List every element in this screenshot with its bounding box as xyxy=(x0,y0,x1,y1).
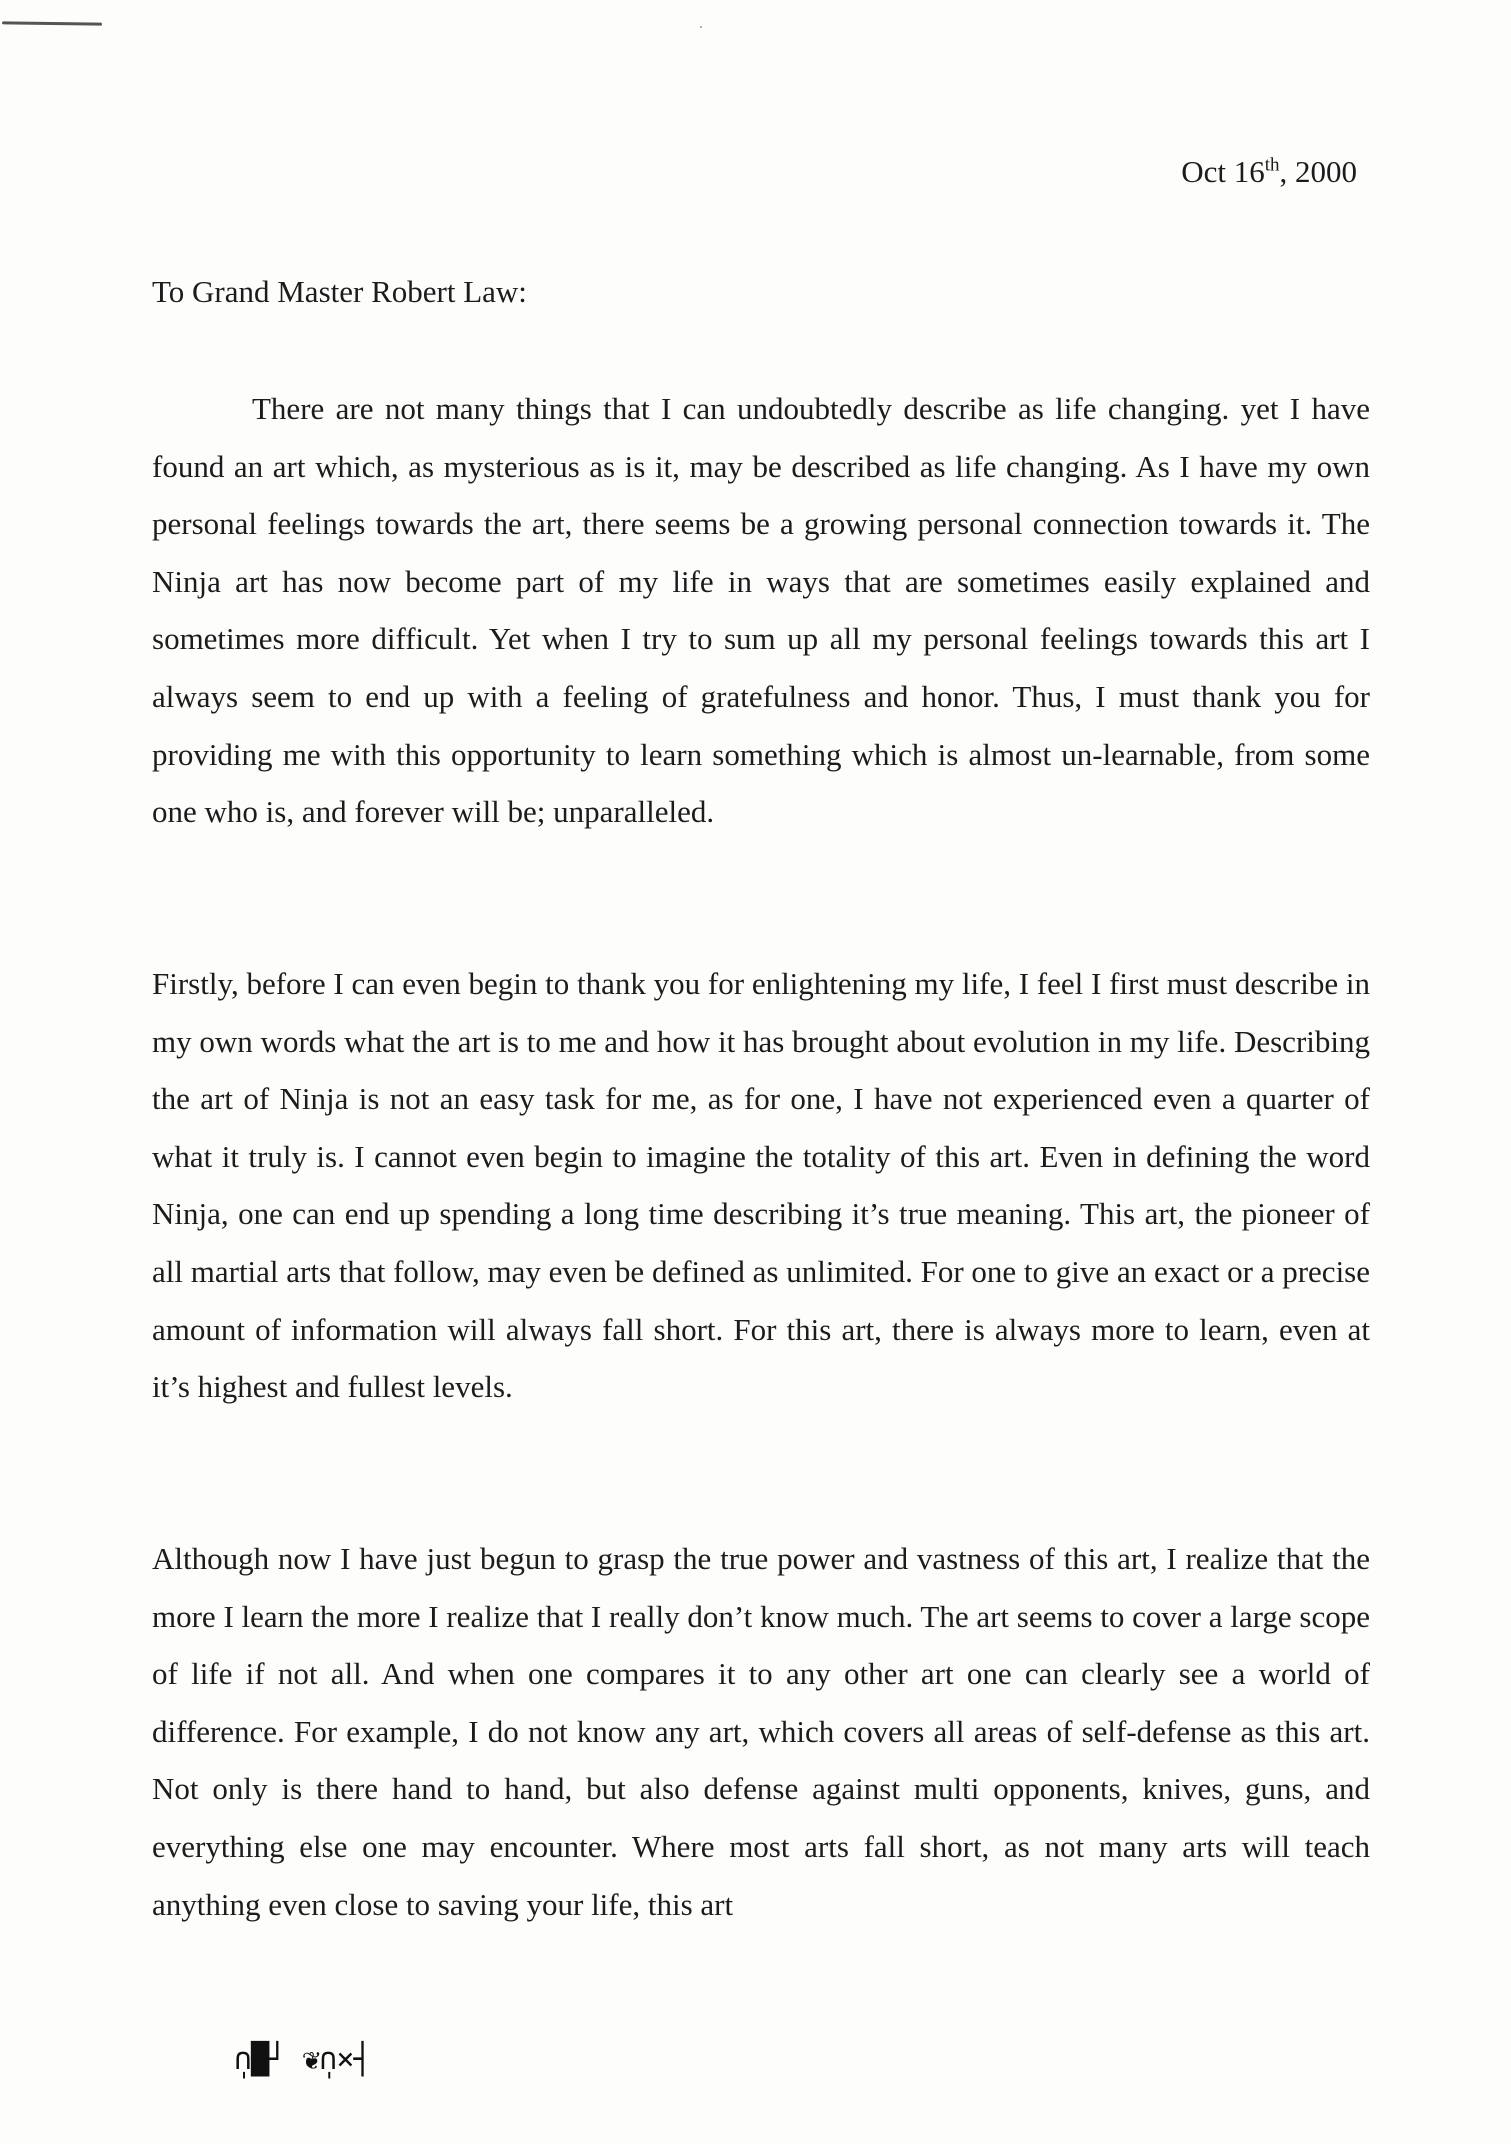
scan-artifact-line xyxy=(2,21,102,25)
date-day: 16 xyxy=(1233,154,1265,189)
footer-symbol-code: ̩∩█┘ ❦̩∩×┤ xyxy=(235,2042,371,2077)
salutation: To Grand Master Robert Law: xyxy=(152,274,527,309)
body-paragraph-2: Firstly, before I can even begin to thank you for enlightening my life, I feel I first must describe in my own words what the art is to me and how it has brought about evolution in my life. Describing the art of Ninja is not an easy task for me, as for one, I have not experienced even a quarter of what it truly is. I cannot even begin to imagine the totality of this art. Even in defining the word Ninja, one can end up spending a long time describing it’s true meaning. This art, the pioneer of all martial arts that follow, may even be defined as unlimited. For one to give an exact or a precise amount of information will always fall short. For this art, there is always more to learn, even at it’s highest and fullest levels. xyxy=(152,966,1370,1405)
date-day-suffix: th xyxy=(1264,154,1280,176)
body-paragraph-3: Although now I have just begun to grasp the true power and vastness of this art, I realize that the more I learn the more I realize that I really don’t know much. The art seems to cover a large scope of life if not all. And when one compares it to any other art one can clearly see a world of difference. For example, I do not know any art, which covers all areas of self-defense as this art. Not only is there hand to hand, but also defense against multi opponents, knives, guns, and everything else one may encounter. Where most arts fall short, as not many arts will teach anything even close to saving your life, this art xyxy=(152,1541,1370,1922)
scan-artifact-speck xyxy=(700,26,702,28)
date-year: , 2000 xyxy=(1279,154,1357,189)
letter-date xyxy=(1181,152,1357,192)
date-month: Oct xyxy=(1181,154,1226,189)
body-paragraph-1: There are not many things that I can undoubtedly describe as life changing. yet I have found an art which, as mysterious as is it, may be described as life changing. As I have my own personal feelings towards the art, there seems be a growing personal connection towards it. The Ninja art has now become part of my life in ways that are sometimes easily explained and sometimes more difficult. Yet when I try to sum up all my personal feelings towards this art I always seem to end up with a feeling of gratefulness and honor. Thus, I must thank you for providing me with this opportunity to learn something which is almost un-learnable, from some one who is, and forever will be; unparalleled. xyxy=(152,391,1370,830)
